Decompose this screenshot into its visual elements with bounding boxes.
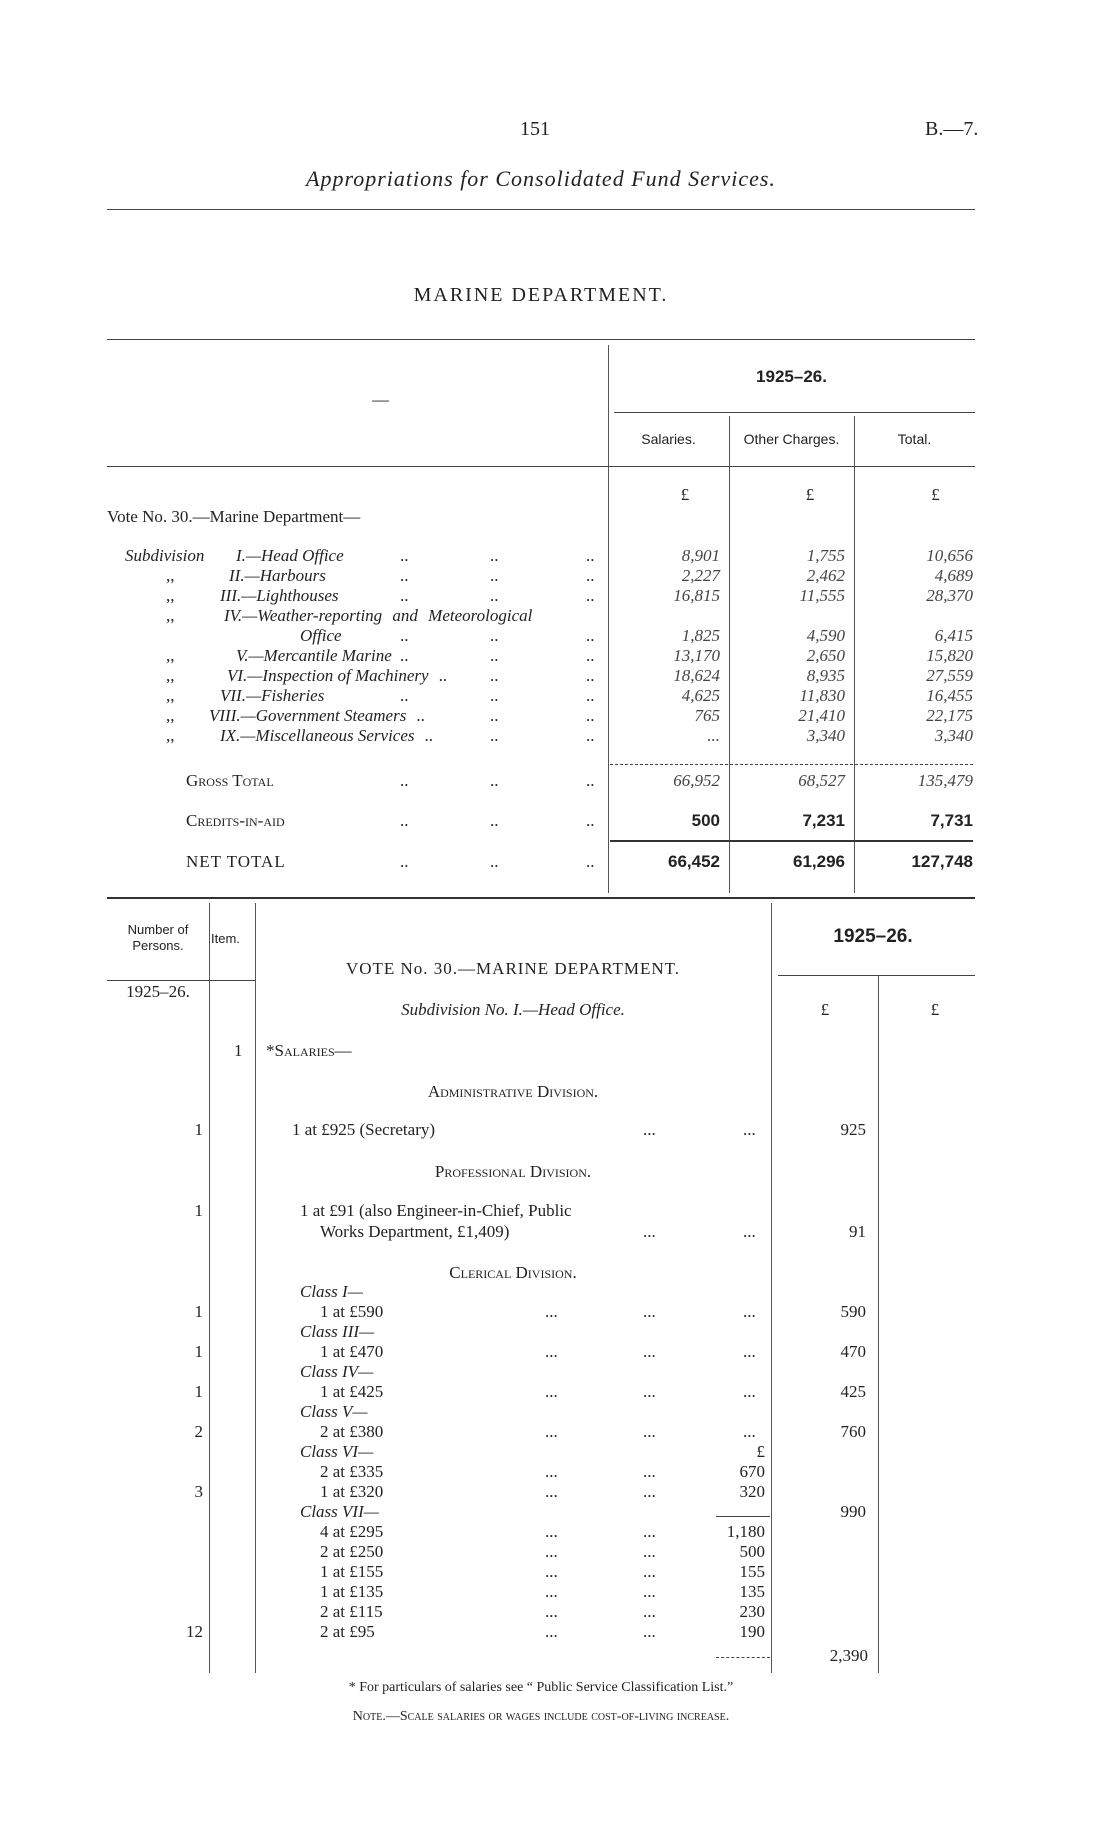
salary-line: 1 at £320	[320, 1482, 384, 1501]
currency: £	[805, 485, 815, 504]
column-rule	[608, 345, 609, 893]
ditto-mark: ,,	[166, 606, 175, 625]
salary-line: 2 at £95	[320, 1622, 375, 1641]
leader-dots: ..	[586, 566, 595, 585]
subdivision-label: VI.—Inspection of Machinery	[227, 666, 429, 685]
total-value: 3,340	[934, 726, 973, 745]
class-label: Class III—	[300, 1322, 375, 1341]
leader-dots: ..	[490, 852, 499, 871]
divider	[107, 339, 975, 340]
leader-dots: ...	[643, 1462, 656, 1481]
leader-dots: ..	[490, 566, 499, 585]
net-total-salaries: 66,452	[668, 852, 720, 871]
leader-dots: ..	[400, 811, 409, 830]
leader-dots: ...	[643, 1602, 656, 1621]
ditto-mark: ,,	[166, 726, 175, 745]
amount: 590	[840, 1302, 866, 1321]
subdivision-label: II.—Harbours	[229, 566, 326, 585]
leader-dots: ...	[545, 1602, 558, 1621]
subdivision-heading: Subdivision No. I.—Head Office.	[401, 1000, 625, 1019]
salaries-value: 13,170	[673, 646, 720, 665]
other-charges-value: 8,935	[806, 666, 845, 685]
leader-dots: ..	[586, 852, 595, 871]
department-title: MARINE DEPARTMENT.	[413, 284, 669, 306]
salary-line: 1 at £155	[320, 1562, 384, 1581]
amount: 91	[849, 1222, 866, 1241]
leader-dots: ...	[643, 1422, 656, 1441]
persons-count: 1	[194, 1120, 203, 1139]
divider	[107, 209, 975, 210]
credits-in-aid-total: 7,731	[930, 811, 973, 830]
total-value: 28,370	[926, 586, 973, 605]
leader-dots: ..	[400, 686, 409, 705]
currency: £	[931, 485, 940, 504]
leader-dots: ...	[545, 1522, 558, 1541]
persons-count: 2	[194, 1422, 203, 1441]
leader-dots: ..	[400, 586, 409, 605]
salary-line-cont: Works Department, £1,409)	[320, 1222, 510, 1241]
subtotal-rule	[716, 1516, 770, 1517]
salaries-label: *Salaries—	[266, 1041, 352, 1060]
leader-dots: ..	[490, 626, 499, 645]
other-charges-value: 2,650	[806, 646, 845, 665]
leader-dots: ..	[586, 586, 595, 605]
ditto-mark: ,,	[166, 646, 175, 665]
other-charges-value: 11,555	[799, 586, 845, 605]
subdivision-label: IV.—Weather-reporting and Meteorological	[224, 606, 533, 625]
divider	[778, 975, 975, 976]
document-code: B.—7.	[925, 118, 979, 140]
leader-dots: ...	[643, 1120, 656, 1139]
subdivision-label: VII.—Fisheries	[220, 686, 325, 705]
salary-line: 1 at £91 (also Engineer-in-Chief, Public	[300, 1201, 572, 1220]
sub-amount: 230	[739, 1602, 765, 1621]
leader-dots: ..	[400, 626, 409, 645]
leader-dots: ..	[416, 706, 425, 725]
currency: £	[820, 1000, 830, 1019]
class-label: Class VII—	[300, 1502, 379, 1521]
leader-dots: ..	[438, 666, 448, 685]
sub-amount: 670	[739, 1462, 765, 1481]
subdivision-label-cont: Office	[300, 626, 342, 645]
other-charges-value: 11,830	[799, 686, 845, 705]
sub-amount: 1,180	[726, 1522, 765, 1541]
sub-amount: 320	[739, 1482, 765, 1501]
credits-in-aid-salaries: 500	[691, 811, 720, 830]
divider	[614, 412, 975, 413]
amount: 425	[840, 1382, 866, 1401]
salaries-value: 16,815	[673, 586, 720, 605]
ditto-mark: ,,	[166, 586, 175, 605]
net-total-other-charges: 61,296	[793, 852, 845, 871]
other-charges-value: 3,340	[806, 726, 845, 745]
leader-dots: ...	[643, 1302, 656, 1321]
salary-line: 1 at £425	[320, 1382, 384, 1401]
leader-dots: ..	[424, 726, 433, 745]
salaries-value: 1,825	[681, 626, 720, 645]
salary-line: 2 at £250	[320, 1542, 384, 1561]
note: Note.—Scale salaries or wages include cost-of-living increase.	[352, 1709, 730, 1724]
leader-dots: ..	[490, 706, 499, 725]
leader-dots: ..	[490, 546, 499, 565]
leader-dots: ...	[545, 1462, 558, 1481]
admin-division: Administrative Division.	[427, 1082, 599, 1101]
gross-total-label: Gross Total	[186, 771, 274, 790]
summary-year: 1925–26.	[756, 367, 827, 386]
leader-dots: ..	[586, 771, 595, 790]
subdivision-label: IX.—Miscellaneous Services	[220, 726, 415, 745]
leader-dots: ...	[643, 1222, 656, 1241]
ditto-mark: ,,	[166, 566, 175, 585]
persons-count: 3	[194, 1482, 203, 1501]
sub-amount: 155	[739, 1562, 765, 1581]
leader-dots: ..	[490, 686, 499, 705]
vote-heading: VOTE No. 30.—MARINE DEPARTMENT.	[345, 959, 681, 978]
leader-dots: ...	[643, 1382, 656, 1401]
salaries-value: 2,227	[681, 566, 720, 585]
column-rule	[878, 975, 879, 1673]
salaries-value: 8,901	[681, 546, 720, 565]
subdivision-label: I.—Head Office	[236, 546, 344, 565]
leader-dots: ...	[545, 1622, 558, 1641]
persons-count: 1	[194, 1342, 203, 1361]
leader-dots: ...	[743, 1302, 756, 1321]
divider	[107, 466, 975, 467]
leader-dots: ..	[586, 646, 595, 665]
class-label: Class VI—	[300, 1442, 374, 1461]
credits-in-aid-other-charges: 7,231	[802, 811, 845, 830]
persons-count: 1	[194, 1302, 203, 1321]
total-value: 15,820	[926, 646, 973, 665]
leader-dots: ...	[743, 1342, 756, 1361]
salary-line: 2 at £115	[320, 1602, 383, 1621]
salary-line: 2 at £380	[320, 1422, 384, 1441]
currency: £	[756, 1442, 765, 1461]
amount: 2,390	[829, 1646, 868, 1665]
leader-dots: ...	[643, 1522, 656, 1541]
persons-count: 1	[194, 1201, 203, 1220]
leader-dots: ..	[490, 726, 499, 745]
currency: £	[680, 485, 690, 504]
leader-dots: ..	[586, 626, 595, 645]
leader-dots: ...	[643, 1562, 656, 1581]
footnote: * For particulars of salaries see “ Public Service Classification List.”	[348, 1680, 734, 1695]
gross-total-other-charges: 68,527	[798, 771, 845, 790]
leader-dots: ...	[545, 1382, 558, 1401]
salary-line: 4 at £295	[320, 1522, 384, 1541]
other-charges-value: 1,755	[806, 546, 845, 565]
total-value: 6,415	[934, 626, 973, 645]
divider	[610, 764, 973, 765]
leader-dots: ...	[643, 1582, 656, 1601]
class-label: Class I—	[300, 1282, 363, 1301]
total-value: 16,455	[926, 686, 973, 705]
credits-in-aid-label: Credits-in-aid	[186, 811, 285, 830]
leader-dots: ...	[545, 1422, 558, 1441]
leader-dots: ...	[643, 1482, 656, 1501]
leader-dots: ..	[490, 811, 499, 830]
other-charges-value: 2,462	[806, 566, 845, 585]
total-value: 22,175	[926, 706, 973, 725]
col-item: Item.	[211, 931, 240, 946]
currency: £	[930, 1000, 940, 1019]
subtotal-rule	[716, 1657, 770, 1658]
page-title: Appropriations for Consolidated Fund Services.	[306, 166, 776, 191]
leader-dots: ..	[400, 646, 409, 665]
col-total: Total.	[897, 431, 932, 447]
salaries-value: 765	[694, 706, 720, 725]
salary-line: 1 at £470	[320, 1342, 384, 1361]
leader-dots: ...	[643, 1342, 656, 1361]
leader-dots: ..	[490, 666, 499, 685]
leader-dots: ...	[545, 1562, 558, 1581]
clerical-division: Clerical Division.	[449, 1263, 577, 1282]
professional-division: Professional Division.	[434, 1162, 592, 1181]
leader-dots: ..	[586, 706, 595, 725]
ditto-mark: ,,	[166, 666, 175, 685]
salaries-value: 18,624	[673, 666, 720, 685]
leader-dots: ...	[643, 1542, 656, 1561]
divider	[107, 980, 209, 981]
item-number: 1	[234, 1041, 243, 1060]
leader-dots: ..	[400, 771, 409, 790]
page-number: 151	[520, 118, 550, 140]
amount: 990	[840, 1502, 866, 1521]
subdivision-label: III.—Lighthouses	[220, 586, 339, 605]
column-rule	[771, 903, 772, 1673]
leader-dots: ...	[743, 1222, 756, 1241]
net-total-label: NET TOTAL	[186, 852, 286, 871]
divider	[610, 840, 973, 842]
ditto-mark: ,,	[166, 706, 175, 725]
leader-dots: ...	[545, 1542, 558, 1561]
detail-year-left: 1925–26.	[126, 982, 190, 1001]
net-total-total: 127,748	[911, 852, 973, 871]
other-charges-value: 21,410	[798, 706, 845, 725]
salary-line: 1 at £590	[320, 1302, 384, 1321]
leader-dots: ..	[490, 771, 499, 790]
persons-count: 12	[186, 1622, 203, 1641]
total-value: 4,689	[934, 566, 973, 585]
leader-dots: ..	[586, 686, 595, 705]
sub-amount: 190	[739, 1622, 765, 1641]
salary-line: 1 at £135	[320, 1582, 384, 1601]
leader-dots: ..	[400, 546, 409, 565]
vote-label: Vote No. 30.—Marine Department—	[107, 507, 361, 526]
leader-dots: ...	[643, 1622, 656, 1641]
subdivision-label: V.—Mercantile Marine	[236, 646, 392, 665]
leader-dots: ..	[586, 666, 595, 685]
leader-dots: ...	[743, 1382, 756, 1401]
class-label: Class IV—	[300, 1362, 374, 1381]
dash: —	[372, 390, 389, 409]
salary-line: 2 at £335	[320, 1462, 384, 1481]
leader-dots: ..	[400, 566, 409, 585]
leader-dots: ..	[400, 852, 409, 871]
sub-amount: 500	[739, 1542, 765, 1561]
col-persons: Number of Persons.	[127, 922, 189, 953]
persons-count: 1	[194, 1382, 203, 1401]
col-other-charges: Other Charges.	[743, 431, 840, 447]
ditto-mark: ,,	[166, 686, 175, 705]
divider	[107, 897, 975, 899]
gross-total-total: 135,479	[917, 771, 973, 790]
column-rule	[209, 903, 210, 1673]
leader-dots: ..	[490, 646, 499, 665]
detail-year-right: 1925–26.	[833, 926, 913, 947]
leader-dots: ..	[490, 586, 499, 605]
divider	[209, 980, 255, 981]
leader-dots: ...	[743, 1422, 756, 1441]
total-value: 27,559	[926, 666, 973, 685]
salary-line: 1 at £925 (Secretary)	[292, 1120, 436, 1139]
leader-dots: ..	[586, 546, 595, 565]
amount: 925	[840, 1120, 866, 1139]
amount: 760	[840, 1422, 866, 1441]
subdivision-label: VIII.—Government Steamers	[209, 706, 407, 725]
leader-dots: ..	[586, 811, 595, 830]
amount: 470	[840, 1342, 866, 1361]
leader-dots: ...	[545, 1582, 558, 1601]
leader-dots: ...	[545, 1302, 558, 1321]
leader-dots: ...	[545, 1342, 558, 1361]
subdivision-word: Subdivision	[125, 546, 205, 565]
salaries-value: ...	[707, 726, 720, 745]
total-value: 10,656	[926, 546, 973, 565]
col-salaries: Salaries.	[641, 431, 696, 447]
sub-amount: 135	[739, 1582, 765, 1601]
leader-dots: ...	[743, 1120, 756, 1139]
leader-dots: ...	[545, 1482, 558, 1501]
class-label: Class V—	[300, 1402, 368, 1421]
other-charges-value: 4,590	[806, 626, 845, 645]
gross-total-salaries: 66,952	[673, 771, 720, 790]
leader-dots: ..	[586, 726, 595, 745]
salaries-value: 4,625	[681, 686, 720, 705]
